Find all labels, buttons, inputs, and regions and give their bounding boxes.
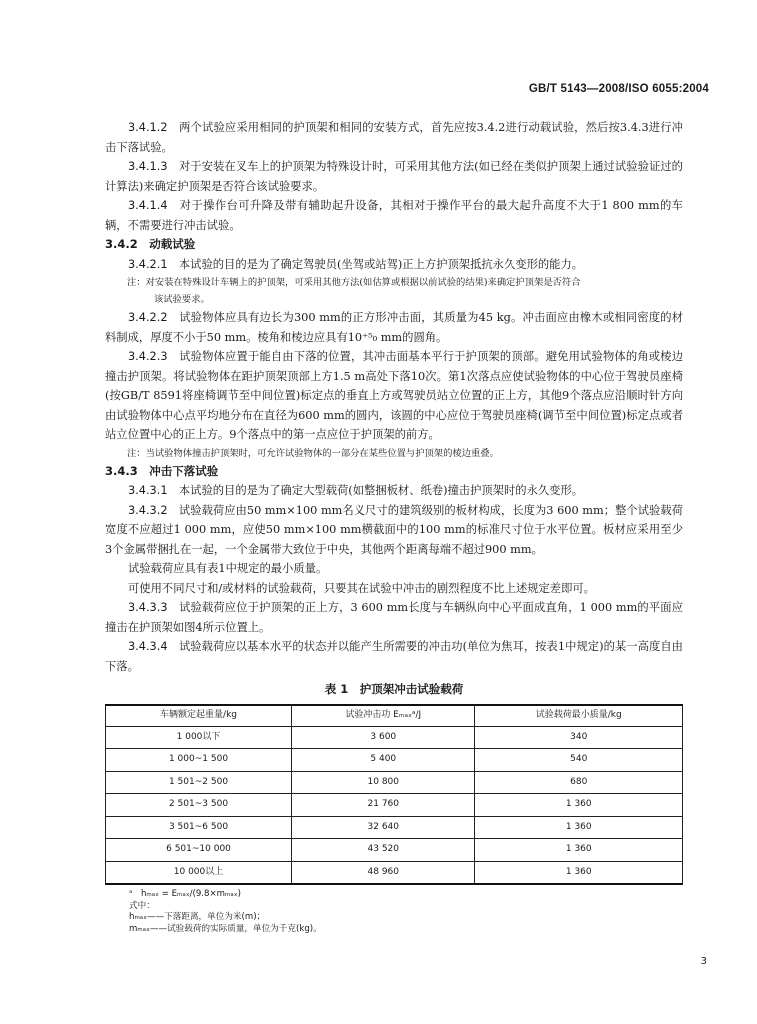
- clause-number: 3.4.1.4: [128, 199, 168, 212]
- paragraph-alt-loads: 可使用不同尺寸和/或材料的试验载荷，只要其在试验中冲击的剧烈程度不比上述规定差即可。: [128, 581, 595, 595]
- clause-number: 3.4.1.2: [128, 121, 168, 134]
- table-cell: 5 400: [292, 749, 475, 772]
- table-cell: 3 600: [292, 726, 475, 749]
- clause-text: 本试验的目的是为了确定大型载荷(如整捆板材、纸卷)撞击护顶架时的永久变形。: [178, 484, 584, 497]
- clause-text: 对于操作台可升降及带有辅助起升设备，其相对于操作平台的最大起升高度不大于1 800 mm的车辆，不需要进行冲击试验。: [105, 199, 683, 232]
- table-cell: 10 000以上: [106, 861, 292, 884]
- note-line: 注：对安装在特殊设计车辆上的护顶架，可采用其他方法(如估算或根据以前试验的结果)来确定护顶架是否符合: [127, 277, 581, 288]
- table-cell: 1 360: [475, 839, 683, 862]
- impact-load-table: [105, 704, 683, 886]
- table-cell: 540: [475, 749, 683, 772]
- column-header: 车辆额定起重量/kg: [106, 705, 292, 727]
- table-cell: 6 501~10 000: [106, 839, 292, 862]
- table-cell: 32 640: [292, 816, 475, 839]
- table-title: 表 1 护顶架冲击试验载荷: [324, 682, 464, 696]
- clause-3-4-3-1: [105, 481, 683, 501]
- clause-text: 试验载荷应以基本水平的状态并以能产生所需要的冲击功(单位为焦耳，按表1中规定)的某一高度自由下落。: [105, 640, 683, 673]
- main-content: [105, 118, 683, 935]
- column-header: 试验冲击功 Eₘₐₓᵃ/J: [292, 705, 475, 727]
- table-row: [106, 771, 683, 794]
- footnote-line: 式中：: [129, 900, 155, 911]
- clause-3-4-1-3: [105, 157, 683, 196]
- clause-3-4-1-2: [105, 118, 683, 157]
- clause-text: 试验物体应具有边长为300 mm的正方形冲击面，其质量为45 kg。冲击面应由橡木或相同密度的材料制成，厚度不小于50 mm。棱角和棱边应具有10⁺⁵₀ mm的圆角。: [105, 311, 683, 344]
- table-cell: 1 360: [475, 861, 683, 884]
- clause-3-4-3-2: [105, 501, 683, 560]
- table-cell: 43 520: [292, 839, 475, 862]
- clause-3-4-2-2: [105, 308, 683, 347]
- table-cell: 1 360: [475, 816, 683, 839]
- clause-number: 3.4.1.3: [128, 160, 168, 173]
- table-cell: 340: [475, 726, 683, 749]
- table-header-row: [106, 705, 683, 727]
- note-1: [105, 274, 683, 308]
- table-row: [106, 816, 683, 839]
- page-number: 3: [700, 956, 707, 967]
- footnote-formula: ᵃ hₘₐₓ = Eₘₐₓ/(9.8×mₘₐₓ): [129, 889, 241, 899]
- column-header: 试验载荷最小质量/kg: [475, 705, 683, 727]
- clause-number: 3.4.3.3: [128, 601, 168, 614]
- clause-number: 3.4.2.3: [128, 350, 168, 363]
- table-cell: 1 000~1 500: [106, 749, 292, 772]
- table-row: [106, 839, 683, 862]
- table-cell: 21 760: [292, 794, 475, 817]
- clause-3-4-1-4: [105, 196, 683, 235]
- clause-3-4-3-3: [105, 598, 683, 637]
- clause-text: 试验载荷应由50 mm×100 mm名义尺寸的建筑级别的板材构成，长度为3 600 mm；整个试验载荷宽度不应超过1 000 mm，应使50 mm×100 mm横截面中的100 mm的标准尺寸位于水平位置。板材应采用至少3个金属带捆扎在一起，一个金属带大致位于中央，其他两个距离每端不超过900 mm。: [105, 503, 683, 556]
- table-cell: 1 360: [475, 794, 683, 817]
- table-cell: 1 000以下: [106, 726, 292, 749]
- table-row: [106, 749, 683, 772]
- section-heading-3-4-2: 3.4.2 动载试验: [105, 237, 196, 251]
- clause-text: 试验载荷应位于护顶架的正上方，3 600 mm长度与车辆纵向中心平面成直角，1 000 mm的平面应撞击在护顶架如图4所示位置上。: [105, 601, 683, 634]
- table-cell: 3 501~6 500: [106, 816, 292, 839]
- clause-number: 3.4.2.1: [128, 257, 168, 271]
- note-line: 该试验要求。: [154, 294, 210, 305]
- table-row: [106, 794, 683, 817]
- clause-text: 试验物体应置于能自由下落的位置，其冲击面基本平行于护顶架的顶部。避免用试验物体的角或棱边撞击护顶架。将试验物体在距护顶架顶部上方1.5 m高处下落10次。第1次落点应使试验物体的中心位于驾驶员座椅(按GB/T 8591将座椅调节至中间位置)标定点的垂直上方或驾驶员站立位置的正上方，其他9个落点应沿顺时针方向由试验物体中心点平均地分布在直径为600 mm的圆内，该圆的中心应位于驾驶员座椅(调节至中间位置)标定点或者站立位置中心的正上方。9个落点中的第一点应位于护顶架的前方。: [105, 350, 683, 441]
- clause-3-4-2-1: [105, 255, 683, 275]
- clause-text: 对于安装在叉车上的护顶架为特殊设计时，可采用其他方法(如已经在类似护顶架上通过试验验证过的计算法)来确定护顶架是否符合该试验要求。: [105, 160, 683, 193]
- table-cell: 1 501~2 500: [106, 771, 292, 794]
- table-row: [106, 726, 683, 749]
- clause-number: 3.4.3.1: [128, 484, 168, 497]
- table-cell: 48 960: [292, 861, 475, 884]
- clause-number: 3.4.3.2: [128, 503, 168, 517]
- clause-3-4-3-4: [105, 637, 683, 676]
- clause-number: 3.4.3.4: [128, 640, 168, 653]
- clause-text: 本试验的目的是为了确定驾驶员(坐驾或站驾)正上方护顶架抵抗永久变形的能力。: [178, 257, 584, 271]
- clause-3-4-2-3: [105, 347, 683, 445]
- table-cell: 680: [475, 771, 683, 794]
- table-footnote: [105, 889, 683, 935]
- table-row: [106, 861, 683, 884]
- table-cell: 2 501~3 500: [106, 794, 292, 817]
- clause-text: 两个试验应采用相同的护顶架和相同的安装方式，首先应按3.4.2进行动载试验，然后按3.4.3进行冲击下落试验。: [105, 121, 683, 154]
- footnote-line: hₘₐₓ——下落距离，单位为米(m)；: [129, 912, 266, 922]
- paragraph-min-mass: 试验载荷应具有表1中规定的最小质量。: [128, 562, 328, 575]
- footnote-line: mₘₐₓ——试验载荷的实际质量，单位为千克(kg)。: [129, 923, 322, 934]
- clause-number: 3.4.2.2: [128, 311, 168, 324]
- note-2: 注：当试验物体撞击护顶架时，可允许试验物体的一部分在某些位置与护顶架的棱边重叠。: [127, 447, 499, 459]
- section-heading-3-4-3: 3.4.3 冲击下落试验: [105, 463, 219, 478]
- standard-number: GB/T 5143—2008/ISO 6055:2004: [528, 83, 709, 95]
- table-cell: 10 800: [292, 771, 475, 794]
